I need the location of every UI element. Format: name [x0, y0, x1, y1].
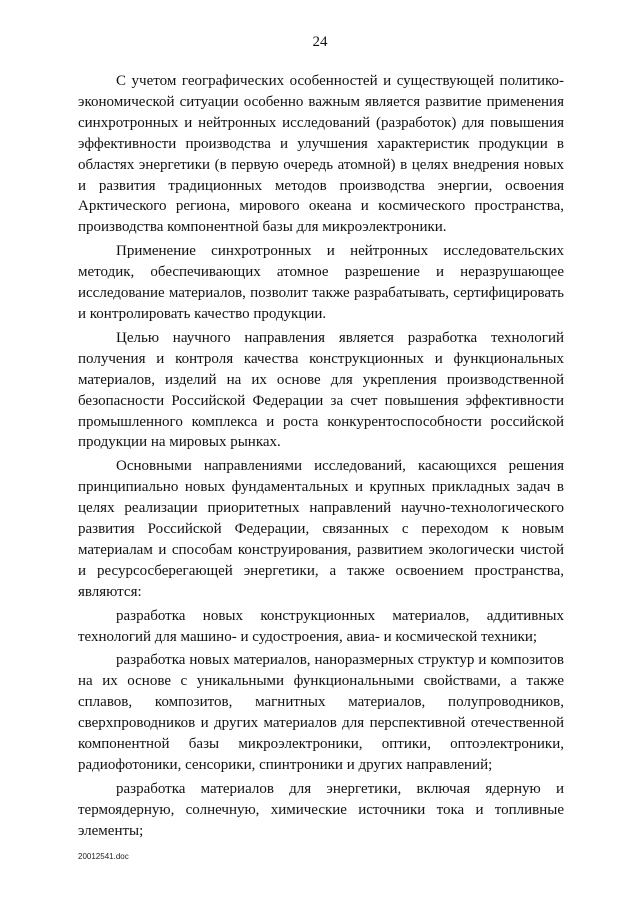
list-item-nanomaterials: разработка новых материалов, наноразмерных структур и композитов на их основе с уникальными функциональными свойствами, а также сплавов, композитов, магнитных материалов, полупроводников, сверхпроводников и других материалов для перспективной отечественной компонентной базы микроэлектроники, оптики, оптоэлектроники, радиофотоники, сенсорики, спинтроники и других направлений; [78, 652, 564, 773]
list-item-energy-materials: разработка материалов для энергетики, включая ядерную и термоядерную, солнечную, химические источники тока и топливные элементы; [78, 780, 564, 839]
page-number: 24 [312, 34, 328, 50]
paragraph-methods: Применение синхротронных и нейтронных исследовательских методик, обеспечивающих атомное разрешение и неразрушающее исследование материалов, позволит также разрабатывать, сертифицировать и контролировать качество продукции. [78, 243, 564, 322]
paragraph-main-directions: Основными направлениями исследований, касающихся решения принципиально новых фундаментальных и крупных прикладных задач в целях реализации приоритетных направлений научно-технологического развития Российской Федерации, связанных с переходом к новым материалам и способам конструирования, развитием экологически чистой и ресурсосберегающей энергетики, а также освоением пространства, являются: [78, 458, 564, 600]
document-filename: 20012541.doc [78, 852, 129, 861]
paragraph-geography: С учетом географических особенностей и существующей политико-экономической ситуации особенно важным является развитие применения синхротронных и нейтронных исследований (разработок) для повышения эффективности производства и улучшения характеристик продукции в областях энергетики (в первую очередь атомной) в целях внедрения новых и развития традиционных методов производства энергии, освоения Арктического региона, мирового океана и космического пространства, производства компонентной базы для микроэлектроники. [78, 73, 564, 236]
document-body [78, 71, 564, 845]
list-item-construction-materials: разработка новых конструкционных материалов, аддитивных технологий для машино- и судостроения, авиа- и космической техники; [78, 607, 564, 645]
paragraph-goal: Целью научного направления является разработка технологий получения и контроля качества конструкционных и функциональных материалов, изделий на их основе для укрепления производственной безопасности Российской Федерации за счет повышения эффективности промышленного комплекса и роста конкурентоспособности российской продукции на мировых рынках. [78, 329, 564, 451]
